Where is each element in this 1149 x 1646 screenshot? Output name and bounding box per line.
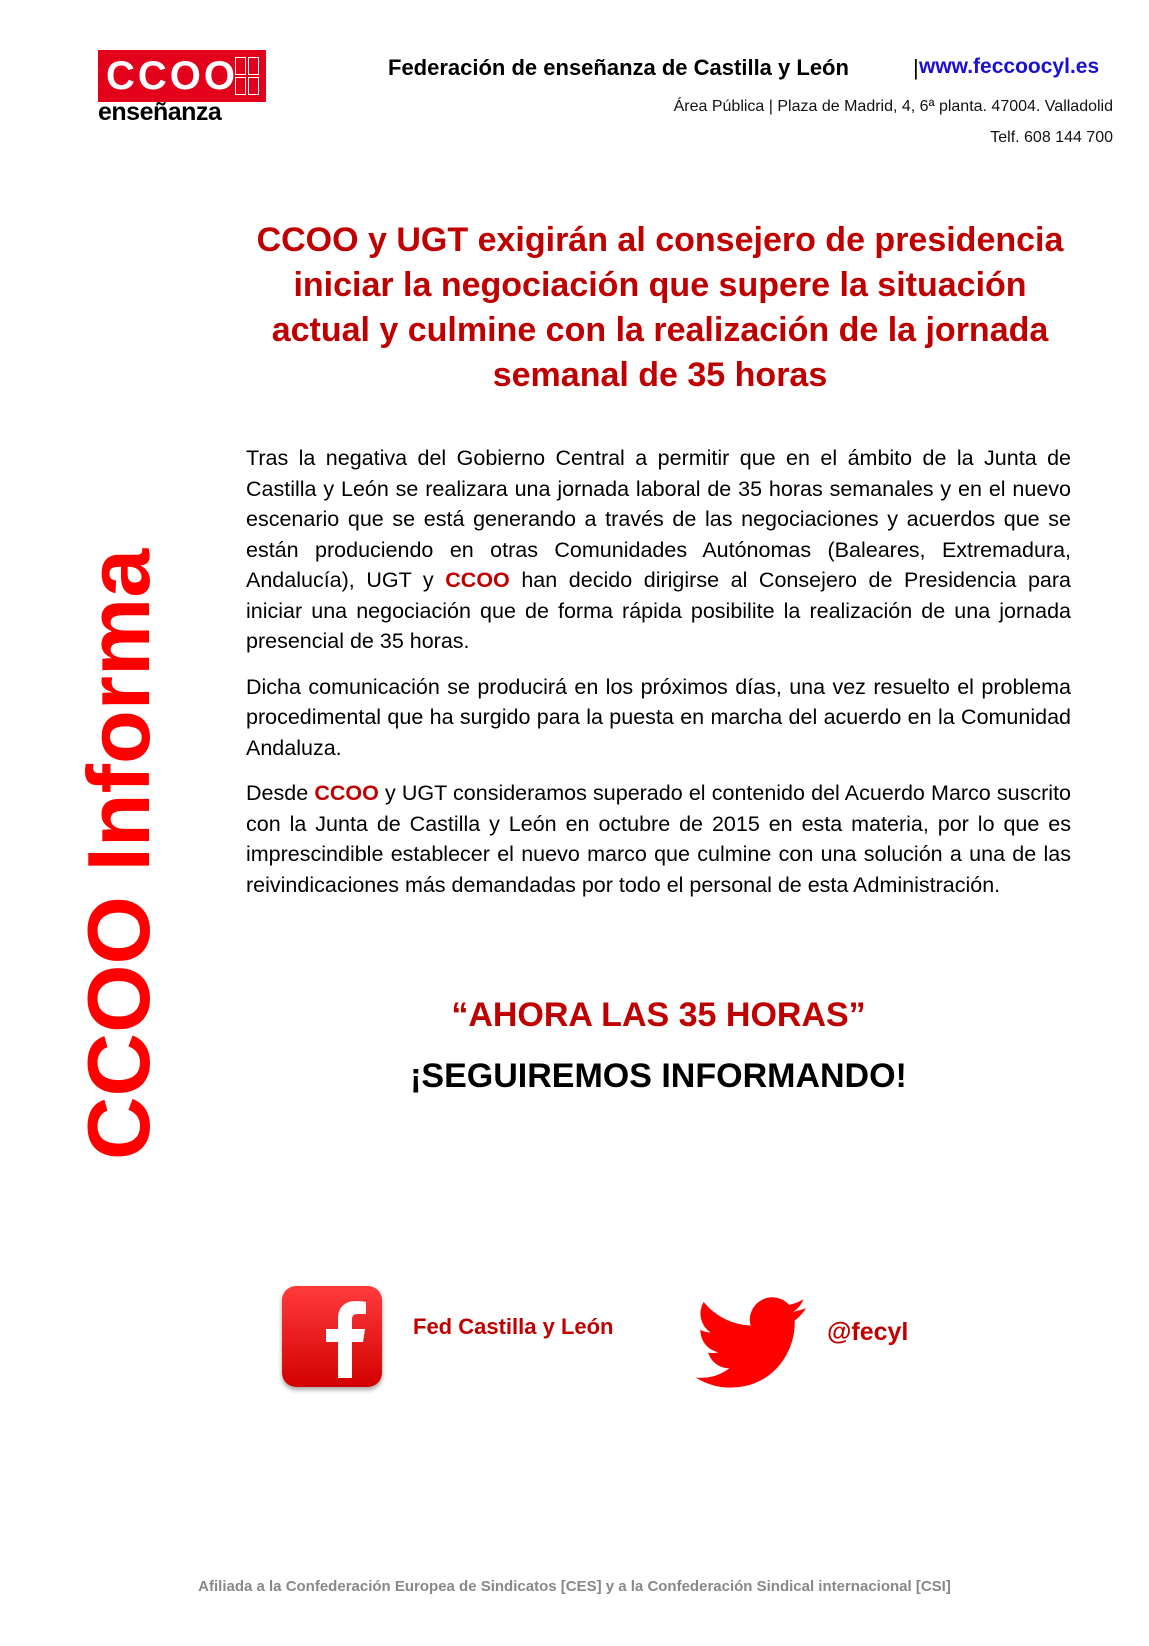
header-separator: | <box>913 55 919 80</box>
paragraph-1 <box>246 443 1071 657</box>
slogan: “AHORA LAS 35 HORAS” <box>451 996 866 1034</box>
twitter-icon[interactable] <box>695 1297 807 1389</box>
ccoo-highlight: CCOO <box>314 781 379 805</box>
twitter-handle[interactable]: @fecyl <box>827 1318 909 1346</box>
paragraph-3-text: Desde <box>246 781 315 805</box>
paragraph-3 <box>246 778 1071 900</box>
phone: Telf. 608 144 700 <box>990 129 1113 146</box>
paragraph-1-text: Tras la negativa del Gobierno Central a permitir que en el ámbito de la Junta de Castilla y León se realizara una jornada laboral de 35 horas semanales y en el nuevo escenario que se está generando a través de las negociaciones y acuerdos que se están produciendo en otras Comunidades Autónomas (Baleares, Extremadura, Andalucía), UGT y <box>246 446 1071 592</box>
sidebar-label: CCOO Informa <box>69 548 168 1160</box>
footer: Afiliada a la Confederación Europea de Sindicatos [CES] y a la Confederación Sindical internacional [CSI] <box>198 1578 951 1595</box>
logo-box <box>98 50 266 102</box>
paragraph-2: Dicha comunicación se producirá en los próximos días, una vez resuelto el problema procedimental que ha surgido para la puesta en marcha del acuerdo en la Comunidad Andaluza. <box>246 674 1071 760</box>
ccoo-logo <box>98 50 266 128</box>
article-body <box>246 443 1071 915</box>
closing: ¡SEGUIREMOS INFORMANDO! <box>410 1057 907 1095</box>
address: Área Pública | Plaza de Madrid, 4, 6ª planta. 47004. Valladolid <box>673 98 1113 115</box>
federation-title: Federación de enseñanza de Castilla y León <box>388 55 849 80</box>
website-link[interactable]: www.feccoocyl.es <box>919 55 1100 78</box>
headline: CCOO y UGT exigirán al consejero de presidencia iniciar la negociación que supere la situación actual y culmine con la realización de la jornada semanal de 35 horas <box>256 221 1064 394</box>
logo-shields-icon <box>234 56 260 96</box>
facebook-label[interactable]: Fed Castilla y León <box>413 1314 614 1339</box>
logo-letters: CCOO <box>106 54 238 98</box>
logo-word: enseñanza <box>98 98 222 126</box>
paragraph-1-text-end: han decido dirigirse al Consejero de Presidencia para iniciar una negociación que de forma rápida posibilite la realización de una jornada presencial de 35 horas. <box>246 568 1071 653</box>
ccoo-highlight: CCOO <box>445 568 510 592</box>
facebook-icon[interactable] <box>282 1286 382 1387</box>
paragraph-3-text-end: y UGT consideramos superado el contenido del Acuerdo Marco suscrito con la Junta de Castilla y León en octubre de 2015 en esta materia, por lo que es imprescindible establecer el nuevo marco que culmine con una solución a una de las reivindicaciones más demandadas por todo el personal de esta Administración. <box>246 781 1072 897</box>
